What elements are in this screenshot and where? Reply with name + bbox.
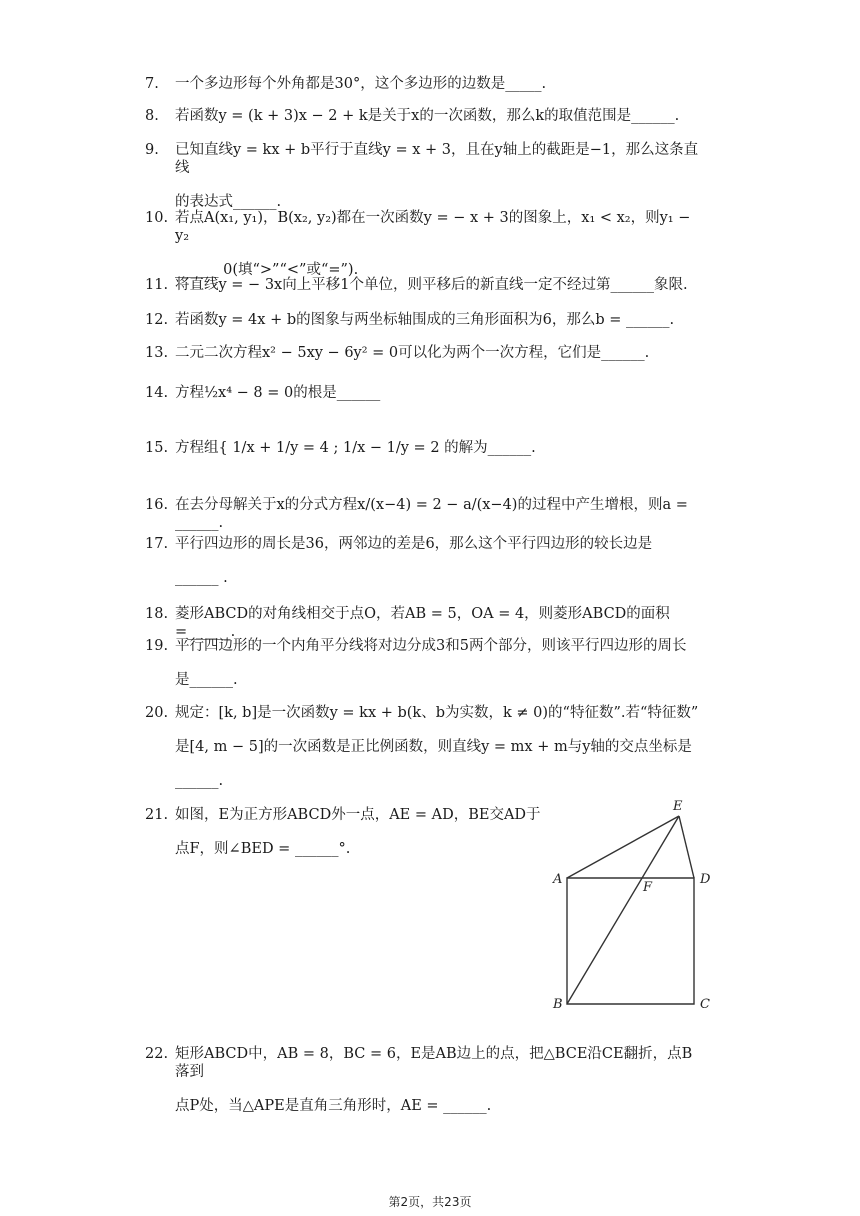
- question-text: 规定：[k, b]是一次函数y = kx + b(k、b为实数，k ≠ 0)的“特征数”.若“特征数”: [175, 705, 699, 721]
- question-text: 二元二次方程x² − 5xy − 6y² = 0可以化为两个一次方程，它们是______.: [175, 345, 650, 361]
- question-text: 若点A(x₁, y₁)，B(x₂, y₂)都在一次函数y = − x + 3的图象上，x₁ < x₂，则y₁ − y₂: [175, 210, 691, 244]
- question-number: 20.: [145, 705, 169, 721]
- question-text: 平行四边形的一个内角平分线将对边分成3和5两个部分，则该平行四边形的周长: [175, 638, 687, 654]
- question-text-continued: ______.: [175, 773, 224, 789]
- page-footer: 第2页，共23页: [388, 1195, 472, 1209]
- question-number: 19.: [145, 638, 169, 654]
- question-text: 方程½x⁴ − 8 = 0的根是______: [175, 385, 381, 401]
- question-text: 一个多边形每个外角都是30°，这个多边形的边数是_____.: [175, 76, 547, 92]
- question-9: [145, 141, 705, 211]
- question-text: 菱形ABCD的对角线相交于点O，若AB = 5，OA = 4，则菱形ABCD的面积=______.: [175, 606, 670, 640]
- question-13: [145, 344, 705, 362]
- question-number: 11.: [145, 277, 169, 293]
- question-number: 9.: [145, 142, 159, 158]
- label-b: B: [553, 997, 563, 1012]
- question-number: 22.: [145, 1046, 169, 1062]
- label-a: A: [553, 872, 563, 887]
- question-18: [145, 605, 705, 641]
- label-d: D: [700, 872, 711, 887]
- question-text: 如图，E为正方形ABCD外一点，AE = AD，BE交AD于: [175, 807, 541, 823]
- question-text-continued: 点P处，当△APE是直角三角形时，AE = ______.: [175, 1098, 492, 1114]
- label-c: C: [700, 997, 710, 1012]
- question-14: [145, 384, 705, 402]
- question-text: 若函数y = (k + 3)x − 2 + k是关于x的一次函数，那么k的取值范围是______.: [175, 108, 680, 124]
- question-7: [145, 75, 705, 93]
- question-number: 14.: [145, 385, 169, 401]
- question-text-continued: 的表达式______.: [175, 194, 282, 210]
- question-number: 15.: [145, 440, 169, 456]
- question-text-continued: ______ 0(填“>”“<”或“=”).: [175, 262, 359, 278]
- question-text: 已知直线y = kx + b平行于直线y = x + 3，且在y轴上的截距是−1，那么这条直线: [175, 142, 699, 176]
- question-number: 10.: [145, 210, 169, 226]
- square-figure: [545, 790, 725, 1020]
- segment-be: [567, 816, 679, 1004]
- question-text: 平行四边形的周长是36，两邻边的差是6，那么这个平行四边形的较长边是: [175, 536, 653, 552]
- label-f: F: [643, 880, 653, 895]
- question-text: 在去分母解关于x的分式方程x/(x−4) = 2 − a/(x−4)的过程中产生增根，则a = ______.: [175, 497, 688, 531]
- question-12: [145, 311, 705, 329]
- question-text-continued: 是[4, m − 5]的一次函数是正比例函数，则直线y = mx + m与y轴的交点坐标是: [175, 739, 692, 755]
- segment-ed: [679, 816, 694, 878]
- question-20: [145, 704, 705, 790]
- question-21: [145, 806, 545, 858]
- question-number: 16.: [145, 497, 169, 513]
- question-text: 若函数y = 4x + b的图象与两坐标轴围成的三角形面积为6，那么b = ______.: [175, 312, 675, 328]
- question-8: [145, 107, 705, 125]
- label-e: E: [673, 799, 683, 814]
- question-number: 7.: [145, 76, 159, 92]
- question-number: 18.: [145, 606, 169, 622]
- question-text-continued: 点F，则∠BED = ______°.: [175, 841, 351, 857]
- question-text: 将直线y = − 3x向上平移1个单位，则平移后的新直线一定不经过第______象限.: [175, 277, 688, 293]
- question-number: 12.: [145, 312, 169, 328]
- question-text-continued: 是______.: [175, 672, 238, 688]
- question-text: 方程组{ 1/x + 1/y = 4 ; 1/x − 1/y = 2 的解为______.: [175, 440, 536, 456]
- question-19: [145, 637, 705, 689]
- question-10: [145, 209, 705, 279]
- question-16: [145, 496, 705, 532]
- question-number: 21.: [145, 807, 169, 823]
- question-15: [145, 439, 705, 457]
- question-17: [145, 535, 705, 587]
- question-number: 17.: [145, 536, 169, 552]
- segment-ae: [567, 816, 679, 878]
- question-number: 8.: [145, 108, 159, 124]
- question-text-continued: ______ .: [175, 570, 228, 586]
- question-text: 矩形ABCD中，AB = 8，BC = 6，E是AB边上的点，把△BCE沿CE翻折，点B落到: [175, 1046, 693, 1080]
- question-11: [145, 276, 705, 294]
- question-number: 13.: [145, 345, 169, 361]
- question-22: [145, 1045, 705, 1115]
